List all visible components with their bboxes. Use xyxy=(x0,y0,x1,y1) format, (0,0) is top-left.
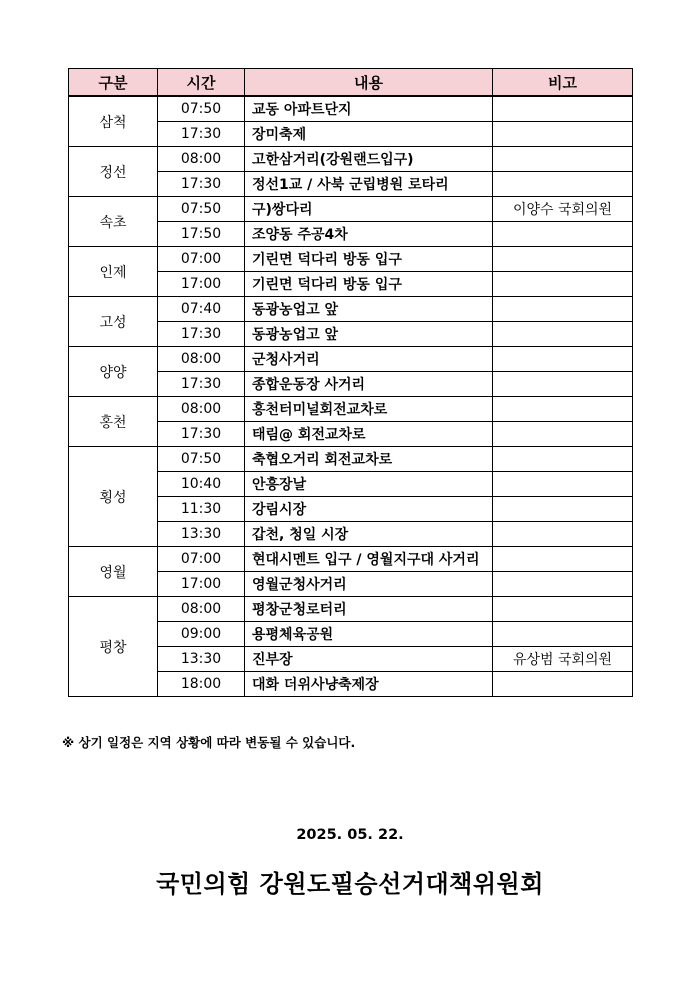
note-cell xyxy=(493,622,633,647)
header-content: 내용 xyxy=(245,69,493,97)
time-cell: 07:50 xyxy=(158,96,245,122)
place-cell: 안흥장날 xyxy=(245,472,493,497)
place-cell: 기린면 덕다리 방동 입구 xyxy=(245,247,493,272)
place-cell: 기린면 덕다리 방동 입구 xyxy=(245,272,493,297)
note-cell xyxy=(493,572,633,597)
region-cell: 삼척 xyxy=(69,96,158,147)
document-date: 2025. 05. 22. xyxy=(296,827,404,843)
place-cell: 구)쌍다리 xyxy=(245,197,493,222)
time-cell: 13:30 xyxy=(158,647,245,672)
time-cell: 17:30 xyxy=(158,372,245,397)
note-cell xyxy=(493,247,633,272)
note-cell xyxy=(493,322,633,347)
schedule-table xyxy=(68,68,633,697)
table-row xyxy=(69,297,633,322)
place-cell: 강림시장 xyxy=(245,497,493,522)
region-cell: 정선 xyxy=(69,147,158,197)
place-cell: 정선1교 / 사북 군립병원 로타리 xyxy=(245,172,493,197)
note-cell xyxy=(493,372,633,397)
note-cell xyxy=(493,672,633,697)
time-cell: 17:00 xyxy=(158,572,245,597)
place-cell: 용평체육공원 xyxy=(245,622,493,647)
region-cell: 양양 xyxy=(69,347,158,397)
time-cell: 17:30 xyxy=(158,172,245,197)
time-cell: 13:30 xyxy=(158,522,245,547)
note-cell: 유상범 국회의원 xyxy=(493,647,633,672)
time-cell: 17:30 xyxy=(158,422,245,447)
place-cell: 영월군청사거리 xyxy=(245,572,493,597)
time-cell: 08:00 xyxy=(158,347,245,372)
header-region: 구분 xyxy=(69,69,158,97)
place-cell: 동광농업고 앞 xyxy=(245,297,493,322)
note-cell xyxy=(493,472,633,497)
table-row xyxy=(69,347,633,372)
place-cell: 진부장 xyxy=(245,647,493,672)
time-cell: 07:00 xyxy=(158,247,245,272)
time-cell: 17:50 xyxy=(158,222,245,247)
time-cell: 17:30 xyxy=(158,122,245,147)
note-cell xyxy=(493,147,633,172)
header-note: 비고 xyxy=(493,69,633,97)
place-cell: 현대시멘트 입구 / 영월지구대 사거리 xyxy=(245,547,493,572)
table-row xyxy=(69,397,633,422)
note-cell xyxy=(493,497,633,522)
table-row xyxy=(69,96,633,122)
note-cell xyxy=(493,422,633,447)
region-cell: 속초 xyxy=(69,197,158,247)
note-cell xyxy=(493,447,633,472)
note-cell xyxy=(493,547,633,572)
table-header-row xyxy=(69,69,633,97)
place-cell: 장미축제 xyxy=(245,122,493,147)
note-cell xyxy=(493,522,633,547)
region-cell: 홍천 xyxy=(69,397,158,447)
time-cell: 09:00 xyxy=(158,622,245,647)
table-row xyxy=(69,147,633,172)
time-cell: 07:50 xyxy=(158,447,245,472)
place-cell: 축협오거리 회전교차로 xyxy=(245,447,493,472)
place-cell: 태림@ 회전교차로 xyxy=(245,422,493,447)
note-cell xyxy=(493,172,633,197)
time-cell: 11:30 xyxy=(158,497,245,522)
region-cell: 인제 xyxy=(69,247,158,297)
time-cell: 08:00 xyxy=(158,147,245,172)
organization-name: 국민의힘 강원도필승선거대책위원회 xyxy=(156,870,544,898)
place-cell: 고한삼거리(강원랜드입구) xyxy=(245,147,493,172)
region-cell: 고성 xyxy=(69,297,158,347)
place-cell: 동광농업고 앞 xyxy=(245,322,493,347)
time-cell: 07:50 xyxy=(158,197,245,222)
time-cell: 07:00 xyxy=(158,547,245,572)
time-cell: 07:40 xyxy=(158,297,245,322)
note-cell xyxy=(493,272,633,297)
time-cell: 18:00 xyxy=(158,672,245,697)
table-row xyxy=(69,447,633,472)
place-cell: 평창군청로터리 xyxy=(245,597,493,622)
place-cell: 군청사거리 xyxy=(245,347,493,372)
time-cell: 08:00 xyxy=(158,597,245,622)
schedule-body xyxy=(69,96,633,697)
note-cell: 이양수 국회의원 xyxy=(493,197,633,222)
place-cell: 홍천터미널회전교차로 xyxy=(245,397,493,422)
note-cell xyxy=(493,222,633,247)
time-cell: 08:00 xyxy=(158,397,245,422)
place-cell: 종합운동장 사거리 xyxy=(245,372,493,397)
footnote: ※ 상기 일정은 지역 상황에 따라 변동될 수 있습니다. xyxy=(62,735,356,750)
header-time: 시간 xyxy=(158,69,245,97)
table-row xyxy=(69,197,633,222)
time-cell: 17:00 xyxy=(158,272,245,297)
region-cell: 영월 xyxy=(69,547,158,597)
table-row xyxy=(69,597,633,622)
place-cell: 갑천, 청일 시장 xyxy=(245,522,493,547)
note-cell xyxy=(493,597,633,622)
time-cell: 10:40 xyxy=(158,472,245,497)
table-row xyxy=(69,247,633,272)
place-cell: 교동 아파트단지 xyxy=(245,96,493,122)
note-cell xyxy=(493,122,633,147)
table-row xyxy=(69,547,633,572)
region-cell: 횡성 xyxy=(69,447,158,547)
note-cell xyxy=(493,347,633,372)
place-cell: 조양동 주공4차 xyxy=(245,222,493,247)
note-cell xyxy=(493,96,633,122)
place-cell: 대화 더위사냥축제장 xyxy=(245,672,493,697)
time-cell: 17:30 xyxy=(158,322,245,347)
note-cell xyxy=(493,397,633,422)
region-cell: 평창 xyxy=(69,597,158,697)
note-cell xyxy=(493,297,633,322)
